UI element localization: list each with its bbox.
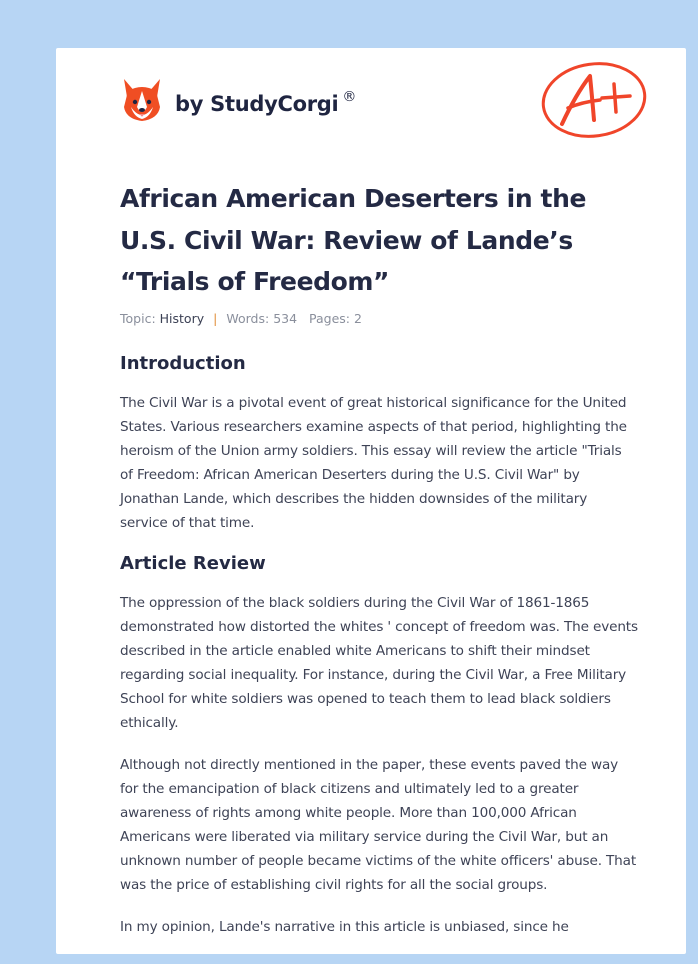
meta-separator: | <box>213 311 218 326</box>
a-plus-grade-icon <box>538 58 650 142</box>
page-title: African American Deserters in the U.S. Civil War: Review of Lande’s “Trials of Freedom” <box>120 184 587 296</box>
essay-meta <box>120 311 362 326</box>
pages-count: 2 <box>354 311 362 326</box>
words-label: Words: <box>226 311 270 326</box>
document-page <box>56 48 686 954</box>
topic-link[interactable]: History <box>159 311 205 326</box>
registered-mark: ® <box>342 89 357 105</box>
review-paragraph-3: In my opinion, Lande's narrative in this article is unbiased, since he <box>120 919 569 935</box>
brand-header[interactable] <box>122 76 356 124</box>
introduction-paragraph: The Civil War is a pivotal event of great historical significance for the United States. Various researchers examine aspects of that period, highlighting the heroism of the Union army soldiers. This essay will review the article "Trials of Freedom: African American Deserters during the U.S. Civil War" by Jonathan Lande, which describes the hidden downsides of the military service of that time. <box>120 395 627 531</box>
review-paragraph-1: The oppression of the black soldiers during the Civil War of 1861-1865 demonstrated how distorted the whites ' concept of freedom was. The events described in the article enabled white Americans to shift their mindset regarding social inequality. For instance, during the Civil War, a Free Military School for white soldiers was opened to teach them to lead black soldiers ethically. <box>120 595 638 731</box>
corgi-logo-icon <box>122 77 162 123</box>
review-paragraph-2: Although not directly mentioned in the paper, these events paved the way for the emancipation of black citizens and ultimately led to a greater awareness of rights among white people. More than 100,000 African Americans were liberated via military service during the Civil War, but an unknown number of people became victims of the white officers' abuse. That was the price of establishing civil rights for all the social groups. <box>120 757 637 893</box>
essay-body <box>120 352 638 939</box>
article-review-heading: Article Review <box>120 553 266 574</box>
pages-label: Pages: <box>309 311 351 326</box>
topic-label: Topic: <box>120 311 156 326</box>
brand-name: by StudyCorgi ® <box>175 89 357 116</box>
words-count: 534 <box>273 311 298 326</box>
introduction-heading: Introduction <box>120 353 246 374</box>
